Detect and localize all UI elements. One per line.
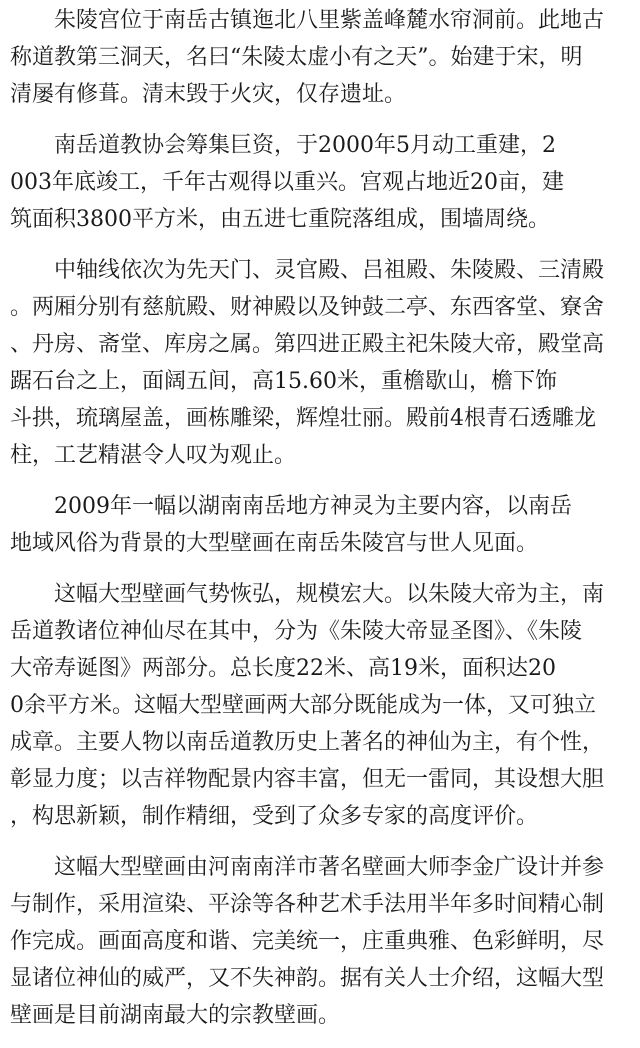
text-line: 这幅大型壁画由河南南洋市著名壁画大师李金广设计并参 <box>54 855 605 880</box>
text-line: 壁画是目前湖南最大的宗教壁画。 <box>10 1003 341 1028</box>
text-line: 地域风俗为背景的大型壁画在南岳朱陵宫与世人见面。 <box>10 531 539 556</box>
text-line: 003年底竣工，千年古观得以重兴。宫观占地近20亩，建 <box>10 170 564 195</box>
text-line: 清屡有修葺。清末毁于火灾，仅存遗址。 <box>10 82 407 107</box>
text-line: 称道教第三洞天，名曰“朱陵太虚小有之天”。始建于宋，明 <box>10 45 583 70</box>
paragraph-mural-artist <box>10 849 634 1034</box>
paragraph-location <box>10 2 634 113</box>
paragraph-layout <box>10 252 634 474</box>
paragraph-mural-intro <box>10 488 634 562</box>
text-line: 大帝寿诞图》两部分。总长度22米、高19米，面积达20 <box>10 656 556 681</box>
text-line: ，构思新颖，制作精细，受到了众多专家的高度评价。 <box>10 804 539 829</box>
text-line: 中轴线依次为先天门、灵官殿、吕祖殿、朱陵殿、三清殿 <box>54 258 605 283</box>
text-line: 岳道教诸位神仙尽在其中，分为《朱陵大帝显圣图》、《朱陵 <box>10 619 583 644</box>
text-line: 踞石台之上，面阔五间，高15.60米，重檐歇山，檐下饰 <box>10 369 557 394</box>
text-line: 斗拱，琉璃屋盖，画栋雕梁，辉煌壮丽。殿前4根青石透雕龙 <box>10 406 596 431</box>
text-line: 0余平方米。这幅大型壁画两大部分既能成为一体，又可独立 <box>10 693 596 718</box>
text-line: 南岳道教协会筹集巨资，于2000年5月动工重建，2 <box>54 133 556 158</box>
text-line: 、丹房、斋堂、库房之属。第四进正殿主祀朱陵大帝，殿堂高 <box>10 332 605 357</box>
paragraph-reconstruction <box>10 127 634 238</box>
text-line: 这幅大型壁画气势恢弘，规模宏大。以朱陵大帝为主，南 <box>54 582 605 607</box>
text-line: 与制作，采用渲染、平涂等各种艺术手法用半年多时间精心制 <box>10 892 605 917</box>
text-line: 柱，工艺精湛令人叹为观止。 <box>10 443 297 468</box>
text-line: 彰显力度；以吉祥物配景内容丰富，但无一雷同，其设想大胆 <box>10 767 605 792</box>
text-line: 作完成。画面高度和谐、完美统一，庄重典雅、色彩鲜明，尽 <box>10 929 605 954</box>
text-line: 。两厢分别有慈航殿、财神殿以及钟鼓二亭、东西客堂、寮舍 <box>10 295 605 320</box>
article-body <box>10 2 634 1048</box>
text-line: 显诸位神仙的威严，又不失神韵。据有关人士介绍，这幅大型 <box>10 966 605 991</box>
text-line: 筑面积3800平方米，由五进七重院落组成，围墙周绕。 <box>10 207 550 232</box>
text-line: 2009年一幅以湖南南岳地方神灵为主要内容，以南岳 <box>54 494 572 519</box>
text-line: 成章。主要人物以南岳道教历史上著名的神仙为主，有个性， <box>10 730 605 755</box>
paragraph-mural-description <box>10 576 634 835</box>
text-line: 朱陵宫位于南岳古镇迤北八里紫盖峰麓水帘洞前。此地古 <box>54 8 605 33</box>
